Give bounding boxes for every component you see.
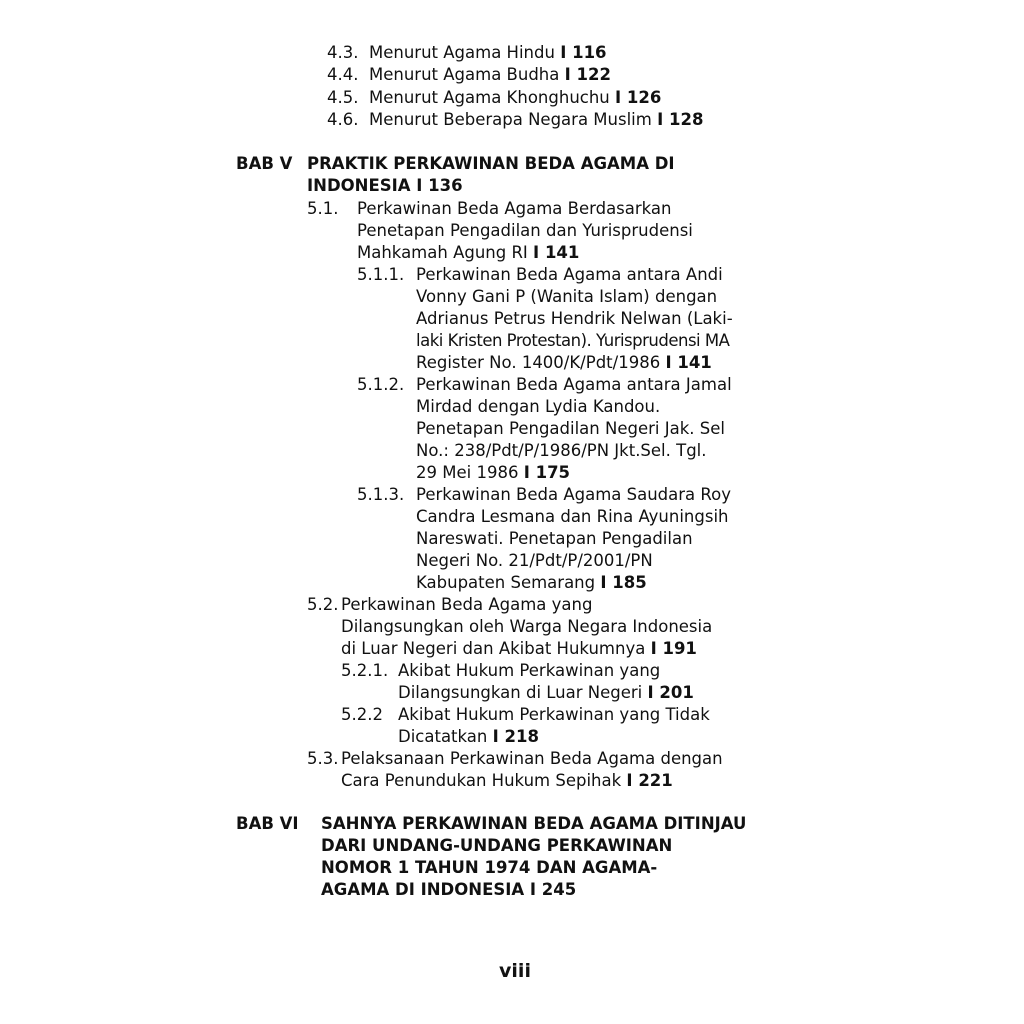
section-number-5-2: 5.2.: [307, 595, 339, 614]
section-5-2-line-1: Perkawinan Beda Agama yang: [341, 595, 593, 614]
section-5-1-2-line-5: 29 Mei 1986 I 175: [416, 463, 571, 482]
section-5-1-1-line-4: laki Kristen Protestan). Yurisprudensi MA: [416, 331, 730, 350]
toc-entry-4-3: 4.3. Menurut Agama Hindu I 116: [327, 43, 607, 62]
section-5-1-1-line-2: Vonny Gani P (Wanita Islam) dengan: [416, 287, 718, 306]
section-5-1-2-line-1: Perkawinan Beda Agama antara Jamal: [416, 375, 732, 394]
section-5-1-1-line-3: Adrianus Petrus Hendrik Nelwan (Laki-: [416, 309, 733, 328]
section-number-5-2-1: 5.2.1.: [341, 661, 389, 680]
toc-entry-4-5: 4.5. Menurut Agama Khonghuchu I 126: [327, 88, 662, 107]
section-number-5-1-3: 5.1.3.: [357, 485, 405, 504]
section-5-3-line-1: Pelaksanaan Perkawinan Beda Agama dengan: [341, 749, 723, 768]
section-5-1-2-line-2: Mirdad dengan Lydia Kandou.: [416, 397, 661, 416]
chapter-title-bab-v-line-2: INDONESIA I 136: [307, 176, 463, 195]
chapter-title-bab-vi-line-1: SAHNYA PERKAWINAN BEDA AGAMA DITINJAU: [321, 814, 747, 833]
section-5-1-3-line-4: Negeri No. 21/Pdt/P/2001/PN: [416, 551, 653, 570]
section-5-2-2-line-1: Akibat Hukum Perkawinan yang Tidak: [398, 705, 710, 724]
section-5-1-3-line-2: Candra Lesmana dan Rina Ayuningsih: [416, 507, 729, 526]
section-5-2-1-line-1: Akibat Hukum Perkawinan yang: [398, 661, 661, 680]
chapter-title-bab-v-line-1: PRAKTIK PERKAWINAN BEDA AGAMA DI: [307, 154, 675, 173]
section-5-1-line-1: Perkawinan Beda Agama Berdasarkan: [357, 199, 672, 218]
page-number: viii: [499, 960, 531, 982]
section-5-1-line-3: Mahkamah Agung RI I 141: [357, 243, 580, 262]
section-number-5-3: 5.3.: [307, 749, 339, 768]
section-5-1-2-line-3: Penetapan Pengadilan Negeri Jak. Sel: [416, 419, 725, 438]
section-5-1-2-line-4: No.: 238/Pdt/P/1986/PN Jkt.Sel. Tgl.: [416, 441, 707, 460]
section-5-1-3-line-1: Perkawinan Beda Agama Saudara Roy: [416, 485, 731, 504]
section-5-3-line-2: Cara Penundukan Hukum Sepihak I 221: [341, 771, 673, 790]
chapter-title-bab-vi-line-2: DARI UNDANG-UNDANG PERKAWINAN: [321, 836, 673, 855]
section-5-1-line-2: Penetapan Pengadilan dan Yurisprudensi: [357, 221, 693, 240]
section-5-1-1-line-1: Perkawinan Beda Agama antara Andi: [416, 265, 723, 284]
section-number-5-2-2: 5.2.2: [341, 705, 383, 724]
section-5-2-2-line-2: Dicatatkan I 218: [398, 727, 539, 746]
chapter-title-bab-vi-line-4: AGAMA DI INDONESIA I 245: [321, 880, 577, 899]
chapter-label-bab-vi: BAB VI: [236, 814, 299, 833]
section-5-2-1-line-2: Dilangsungkan di Luar Negeri I 201: [398, 683, 694, 702]
section-5-1-1-line-5: Register No. 1400/K/Pdt/1986 I 141: [416, 353, 712, 372]
section-5-1-3-line-5: Kabupaten Semarang I 185: [416, 573, 647, 592]
section-number-5-1-1: 5.1.1.: [357, 265, 405, 284]
section-number-5-1-2: 5.1.2.: [357, 375, 405, 394]
toc-entry-4-6: 4.6. Menurut Beberapa Negara Muslim I 128: [327, 110, 704, 129]
section-5-2-line-2: Dilangsungkan oleh Warga Negara Indonesia: [341, 617, 713, 636]
chapter-label-bab-v: BAB V: [236, 154, 293, 173]
toc-entry-4-4: 4.4. Menurut Agama Budha I 122: [327, 65, 611, 84]
section-5-1-3-line-3: Nareswati. Penetapan Pengadilan: [416, 529, 693, 548]
section-number-5-1: 5.1.: [307, 199, 339, 218]
section-5-2-line-3: di Luar Negeri dan Akibat Hukumnya I 191: [341, 639, 697, 658]
chapter-title-bab-vi-line-3: NOMOR 1 TAHUN 1974 DAN AGAMA-: [321, 858, 658, 877]
